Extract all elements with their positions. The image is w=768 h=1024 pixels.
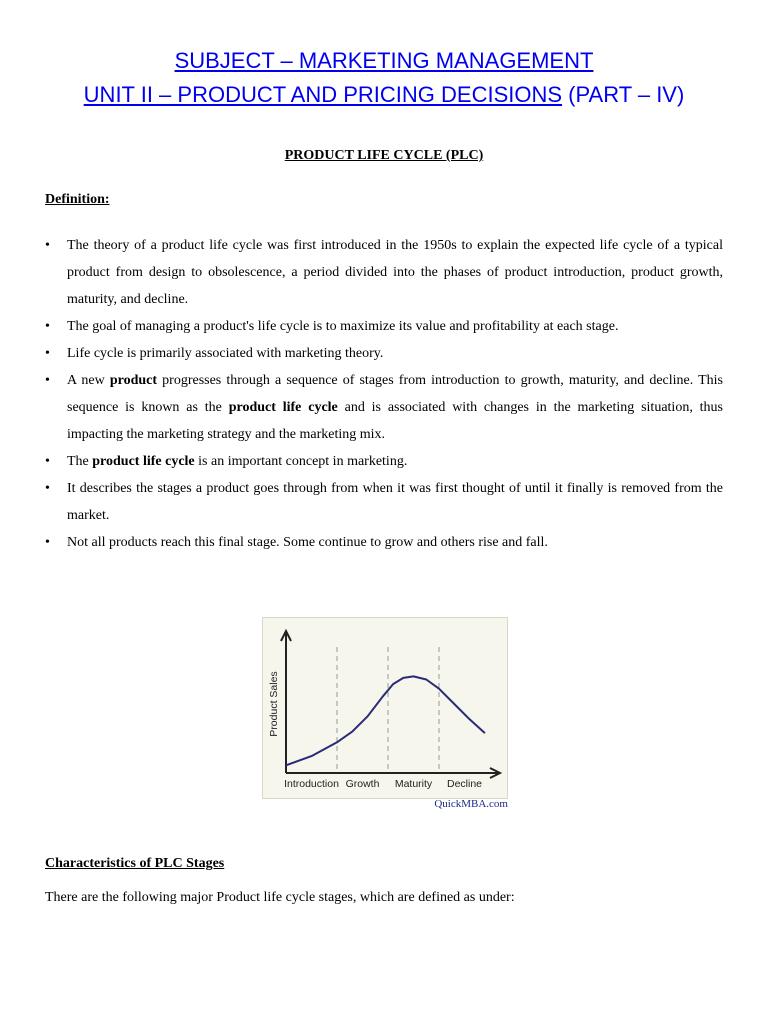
stage-label: Decline <box>446 778 483 790</box>
bold-term: product life cycle <box>92 454 195 469</box>
bullet-item <box>45 529 723 556</box>
bullet-item <box>45 232 723 313</box>
bullet-text: Life cycle is primarily associated with marketing theory. <box>67 346 384 361</box>
characteristics-text: There are the following major Product life cycle stages, which are defined as under: <box>45 890 515 905</box>
bullet-text: The <box>67 454 93 469</box>
definition-heading: Definition: <box>45 192 110 207</box>
bullet-text: is an important concept in marketing. <box>194 454 408 469</box>
stage-label: Growth <box>345 778 380 790</box>
bullet-item <box>45 448 723 475</box>
bold-term: product life cycle <box>228 400 338 415</box>
bullet-text: Not all products reach this final stage. Some continue to grow and others rise and fall. <box>67 535 548 550</box>
section-title: PRODUCT LIFE CYCLE (PLC) <box>284 148 484 163</box>
chart-credit: QuickMBA.com <box>434 798 508 810</box>
subject-heading: SUBJECT – MARKETING MANAGEMENT <box>174 48 594 73</box>
stage-label: Introduction <box>284 778 339 790</box>
bullet-text: The goal of managing a product's life cycle is to maximize its value and profitability at each stage. <box>67 319 619 334</box>
bullet-item <box>45 340 723 367</box>
document-subtitle <box>0 82 768 108</box>
characteristics-heading: Characteristics of PLC Stages <box>45 856 225 871</box>
part-label: (PART – IV) <box>562 82 685 107</box>
bullet-text: It describes the stages a product goes through from when it was first thought of until it finally is removed from the market. <box>67 481 723 523</box>
stage-label: Maturity <box>394 778 433 790</box>
bullet-text: and is associated with changes in the marketing situation, thus impacting the marketing strategy and the marketing mix. <box>67 400 723 442</box>
chart-background <box>263 618 508 799</box>
definition-list <box>45 232 723 556</box>
unit-heading: UNIT II – PRODUCT AND PRICING DECISIONS <box>83 82 563 107</box>
bullet-text: progresses through a sequence of stages from introduction to growth, maturity, and decline. This sequence is known as the <box>67 373 723 415</box>
bullet-item <box>45 313 723 340</box>
bullet-item <box>45 367 723 448</box>
document-title <box>0 48 768 74</box>
bullet-item <box>45 475 723 529</box>
bullet-text: The theory of a product life cycle was first introduced in the 1950s to explain the expected life cycle of a typical product from design to obsolescence, a period divided into the phases of product introduction, product growth, maturity, and decline. <box>67 238 723 307</box>
y-axis-label: Product Sales <box>268 671 280 737</box>
plc-chart <box>262 617 508 799</box>
bold-term: product <box>109 373 158 388</box>
bullet-text: A new <box>67 373 110 388</box>
